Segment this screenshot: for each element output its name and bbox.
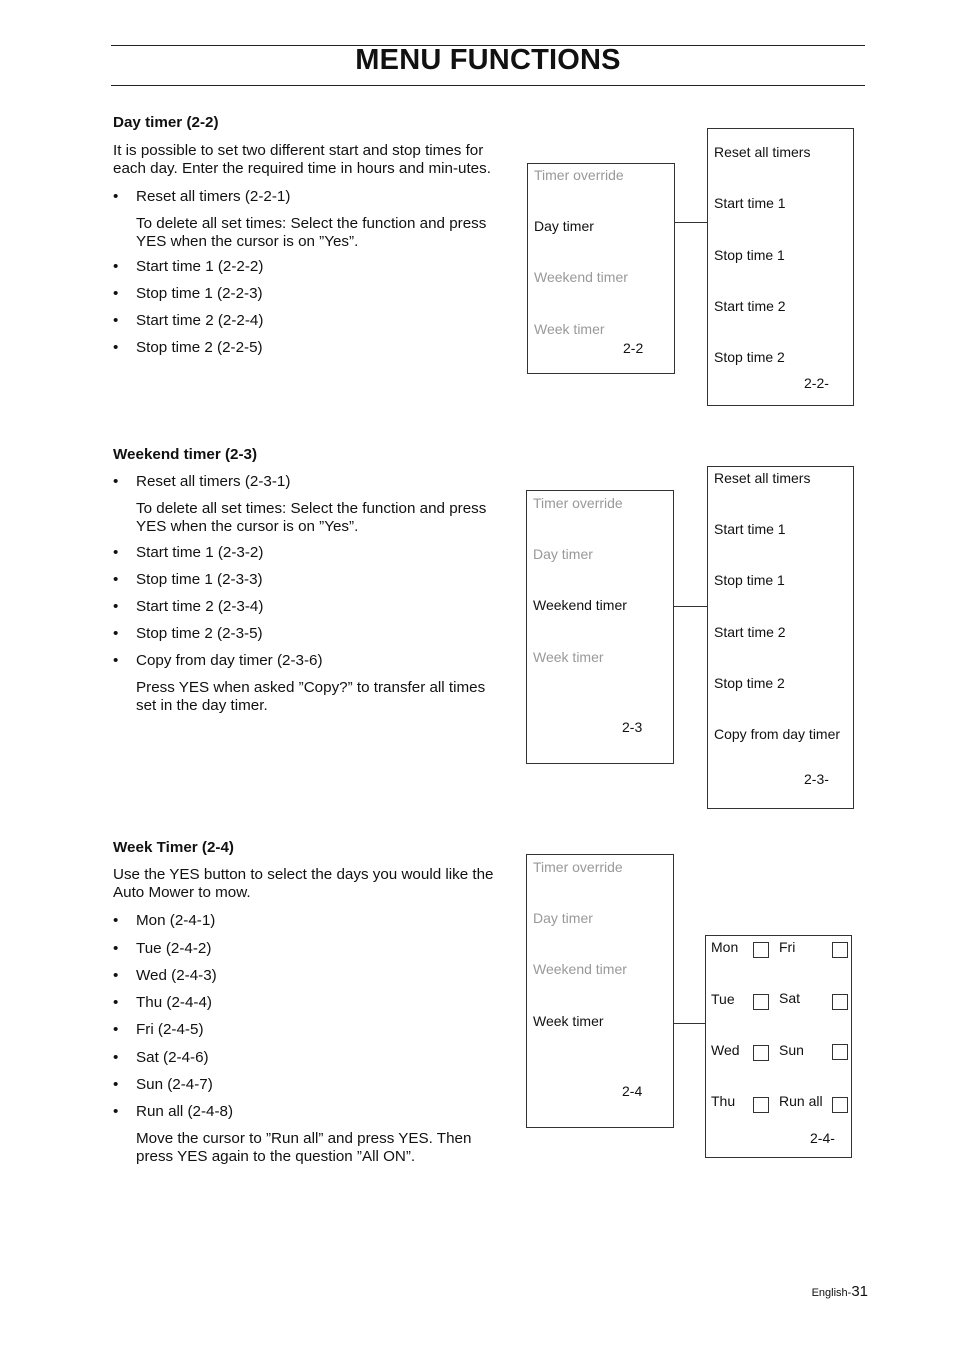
fri-checkbox	[832, 942, 848, 958]
title-underline	[111, 85, 865, 86]
sat-checkbox	[832, 994, 848, 1010]
menu-item: Day timer	[533, 910, 593, 926]
menu-item: Timer override	[533, 495, 623, 511]
menu-item: Timer override	[533, 859, 623, 875]
menu-item: Weekend timer	[533, 597, 627, 613]
submenu-item: Start time 1	[714, 521, 786, 537]
menu-item: Day timer	[533, 546, 593, 562]
list-item: • Start time 1 (2-2-2)	[113, 258, 264, 275]
menu-item: Day timer	[534, 218, 594, 234]
bullet-note: To delete all set times: Select the function and press YES when the cursor is on ”Yes”.	[136, 215, 487, 250]
list-item: • Tue (2-4-2)	[113, 940, 212, 957]
list-item: • Stop time 1 (2-2-3)	[113, 285, 263, 302]
submenu-item: Start time 2	[714, 624, 786, 640]
main-menu-box	[527, 163, 675, 374]
day-label: Thu	[711, 1093, 736, 1109]
page-title: MENU FUNCTIONS	[355, 44, 621, 76]
section-intro: Use the YES button to select the days you would like the Auto Mower to mow.	[113, 866, 494, 901]
submenu-item: Reset all timers	[714, 470, 811, 486]
footer-language: English-	[811, 1287, 852, 1299]
sun-checkbox	[832, 1044, 848, 1060]
list-item: • Copy from day timer (2-3-6)	[113, 652, 323, 669]
menu-code: 2-4	[622, 1083, 643, 1099]
day-label: Fri	[779, 939, 796, 955]
page-number: 31	[851, 1283, 868, 1300]
list-item: • Reset all timers (2-3-1)	[113, 473, 291, 490]
list-item: • Start time 1 (2-3-2)	[113, 544, 264, 561]
tue-checkbox	[753, 994, 769, 1010]
menu-item: Weekend timer	[534, 269, 628, 285]
bullet-note: Move the cursor to ”Run all” and press YES. Then press YES again to the question ”All ON”.	[136, 1130, 472, 1165]
day-select-box	[705, 935, 852, 1158]
main-menu-box	[526, 490, 674, 764]
submenu-item: Copy from day timer	[714, 726, 841, 742]
thu-checkbox	[753, 1097, 769, 1113]
day-label: Wed	[711, 1042, 740, 1058]
connector-line	[674, 222, 707, 223]
submenu-item: Stop time 2	[714, 675, 785, 691]
submenu-item: Start time 2	[714, 298, 786, 314]
list-item: • Stop time 2 (2-2-5)	[113, 339, 263, 356]
submenu-code: 2-4-	[810, 1130, 835, 1146]
submenu-item: Stop time 1	[714, 572, 785, 588]
submenu-box	[707, 128, 854, 406]
day-label: Sat	[779, 990, 801, 1006]
menu-item: Week timer	[533, 649, 604, 665]
submenu-item: Stop time 1	[714, 247, 785, 263]
list-item: • Wed (2-4-3)	[113, 967, 217, 984]
menu-code: 2-3	[622, 719, 643, 735]
section-heading: Weekend timer (2-3)	[113, 446, 258, 463]
list-item: • Run all (2-4-8)	[113, 1103, 234, 1120]
connector-line	[673, 606, 707, 607]
day-label: Tue	[711, 991, 735, 1007]
menu-item: Week timer	[534, 321, 605, 337]
list-item: • Sun (2-4-7)	[113, 1076, 213, 1093]
weekend-timer-section	[113, 446, 505, 715]
menu-item: Weekend timer	[533, 961, 627, 977]
menu-item: Week timer	[533, 1013, 604, 1029]
submenu-item: Reset all timers	[714, 144, 811, 160]
section-heading: Day timer (2-2)	[113, 114, 219, 131]
submenu-code: 2-2-	[804, 375, 829, 391]
day-label: Run all	[779, 1093, 823, 1109]
submenu-item: Stop time 2	[714, 349, 785, 365]
wed-checkbox	[753, 1045, 769, 1061]
list-item: • Start time 2 (2-2-4)	[113, 312, 264, 329]
bullet-note: Press YES when asked ”Copy?” to transfer all times set in the day timer.	[136, 679, 486, 714]
list-item: • Stop time 2 (2-3-5)	[113, 625, 263, 642]
list-item: • Reset all timers (2-2-1)	[113, 188, 291, 205]
bullet-note: To delete all set times: Select the function and press YES when the cursor is on ”Yes”.	[136, 500, 487, 535]
submenu-code: 2-3-	[804, 771, 829, 787]
day-label: Mon	[711, 939, 739, 955]
list-item: • Thu (2-4-4)	[113, 994, 212, 1011]
mon-checkbox	[753, 942, 769, 958]
run-all-checkbox	[832, 1097, 848, 1113]
week-timer-section	[113, 839, 505, 1166]
connector-line	[673, 1023, 705, 1024]
list-item: • Fri (2-4-5)	[113, 1021, 204, 1038]
day-timer-section	[113, 114, 505, 357]
page-footer	[812, 1283, 868, 1301]
list-item: • Stop time 1 (2-3-3)	[113, 571, 263, 588]
submenu-item: Start time 1	[714, 195, 786, 211]
menu-item: Timer override	[534, 167, 624, 183]
day-label: Sun	[779, 1042, 804, 1058]
main-menu-box	[526, 854, 674, 1128]
section-intro: It is possible to set two different start and stop times for each day. Enter the required time in hours and min-utes.	[113, 142, 491, 177]
list-item: • Start time 2 (2-3-4)	[113, 598, 264, 615]
list-item: • Sat (2-4-6)	[113, 1049, 209, 1066]
list-item: • Mon (2-4-1)	[113, 912, 216, 929]
submenu-box	[707, 466, 854, 809]
menu-code: 2-2	[623, 340, 644, 356]
section-heading: Week Timer (2-4)	[113, 839, 234, 856]
